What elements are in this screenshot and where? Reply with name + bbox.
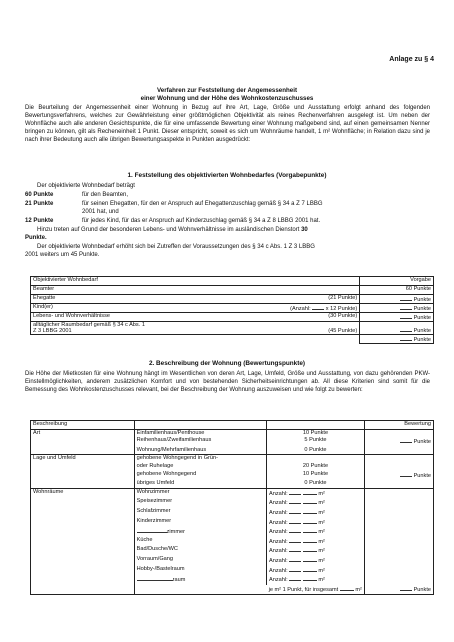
room-area[interactable]: Anzahl: m² [267, 508, 365, 518]
value-kinder[interactable]: Punkte [360, 304, 434, 313]
value-beamter: 60 Punkte [360, 286, 434, 295]
table-row [31, 322, 434, 335]
table-row: Lage und Umfeld gehobene Wohngegend in Grün- [31, 455, 434, 463]
section2-paragraph: Die Höhe der Mietkosten für eine Wohnung hängt im Wesentlichen von deren Art, Lage, Umfeld, Größe und Ausstattung, von dazu gehörenden PKW-Einstellmöglichkeiten, anderem zusätzlichen Komfort und von bestehenden Sicherheitseinrichtungen ab. All diese Kriterien sind somit für die Bemessung des Wohnkostenzuschusses relevant, bei der Beschreibung der Wohnung auszuweisen und wie folgt zu bewerten: [25, 371, 430, 393]
table-row [31, 421, 434, 430]
table-row [31, 313, 434, 322]
room-area[interactable]: Anzahl: m² [267, 546, 365, 556]
text-kind: für jedes Kind, für das er Anspruch auf Kinderzuschlag gemäß § 34 a Z 8 LBBG 2001 hat. [82, 218, 321, 224]
table-row [31, 295, 434, 304]
room-area[interactable]: Anzahl: m² [267, 566, 365, 576]
lage-value[interactable]: Punkte [364, 471, 433, 481]
row-kinder: Kind(er) (Anzahl: x 12 Punkte) [31, 304, 360, 313]
points-beamter: 60 Punkte [25, 192, 54, 198]
points-kind: 12 Punkte [25, 218, 54, 224]
table-objective-need [30, 276, 434, 344]
table-row: Hobby-/Bastelraum Anzahl: m² [31, 566, 434, 576]
value-raumbedarf[interactable]: Punkte [360, 322, 434, 335]
increase-line-1: Der objektivierte Wohnbedarf erhöht sich bei Zutreffen der Voraussetzungen des § 34 c Abs. 1 Z 3 LBBG [37, 244, 315, 250]
title-line-1: Verfahren zur Feststellung der Angemessenheit [156, 87, 298, 94]
wohnraeume-label: Wohnräume [31, 488, 135, 498]
value-ehegatte[interactable]: Punkte [360, 295, 434, 304]
section1-heading: 1. Feststellung des objektivierten Wohnbedarfes (Vorgabepunkte) [127, 172, 327, 179]
art-label: Art [31, 429, 135, 437]
title-line-2: einer Wohnung und der Höhe des Wohnkostenzuschusses [140, 95, 314, 102]
table1-header-label: Objektivierter Wohnbedarf [31, 277, 360, 286]
row-lebensverhaeltnisse: Lebens- und Wohnverhältnisse (30 Punkte) [31, 313, 360, 322]
table-row [31, 527, 434, 537]
extra-points-unit: Punkte. [25, 235, 47, 241]
table-row: Bad/Dusche/WC Anzahl: m² [31, 546, 434, 556]
extra-points: 30 [301, 227, 308, 233]
table-row: oder Ruhelage 20 Punkte [31, 463, 434, 471]
lage-label: Lage und Umfeld [31, 455, 135, 463]
table-row: Kinderzimmer Anzahl: m² [31, 518, 434, 528]
room-area[interactable]: Anzahl: m² [267, 488, 365, 498]
table-row: Wohnung/Mehrfamilienhaus 0 Punkte [31, 447, 434, 455]
room-area[interactable]: Anzahl: m² [267, 556, 365, 566]
table1-total[interactable]: Punkte [360, 335, 434, 344]
table2-header-value: Bewertung [364, 421, 433, 430]
table-row: Schlafzimmer Anzahl: m² [31, 508, 434, 518]
row-beamter: Beamter [31, 286, 360, 295]
table-row: übriges Umfeld 0 Punkte [31, 480, 434, 488]
row-raumbedarf: alltäglicher Raumbedarf gemäß § 34 c Abs. 1 Z 3 LBBG 2001 (45 Punkte) [31, 322, 360, 335]
art-value[interactable]: Punkte [364, 437, 433, 447]
table-row: Reihenhaus/Zweifamilienhaus 5 Punkte Punkte [31, 437, 434, 447]
table-row [31, 585, 434, 595]
text-ehegatte: für seinen Ehegatten, für den er Anspruch auf Ehegattenzuschlag gemäß § 34 a Z 7 LBBG [82, 201, 323, 207]
room-area[interactable]: Anzahl: m² [267, 537, 365, 547]
table-row: Vorraum/Gang Anzahl: m² [31, 556, 434, 566]
table-row: Speisezimmer Anzahl: m² [31, 498, 434, 508]
annex-label: Anlage zu § 4 [389, 56, 434, 63]
wohnraeume-value[interactable]: Punkte [364, 585, 433, 595]
table1-header-value: Vorgabe [360, 277, 434, 286]
table-row [31, 335, 434, 344]
text-beamter: für den Beamten, [82, 192, 129, 198]
table-description [30, 420, 434, 595]
increase-line-2: 2001 weiters um 45 Punkte. [25, 252, 100, 258]
intro-paragraph: Die Beurteilung der Angemessenheit einer Wohnung in Bezug auf ihre Art, Lage, Größe und Ausstattung erfolgt anhand des folgenden Bewertungsverfahrens, welches zur Gewährleistung einer größtmöglichen Objektivität als reines Rechenverfahren ausgelegt ist. Um neben der Wohnfläche auch alle anderen Gesichtspunkte, die für eine umfassende Bewertung einer Wohnung maßgebend sind, auf einen gemeinsamen Nenner bringen zu können, gilt als Recheneinheit 1 Punkt. Dieser entspricht, soweit es sich um Wohnräume handelt, 1 m² Wohnfläche; in Relation dazu sind je nach ihrer Bedeutung auch alle übrigen Bewertungsaspekte in Punkten ausgedrückt: [25, 105, 430, 143]
table2-header-label: Beschreibung [31, 421, 135, 430]
table-row [31, 304, 434, 313]
section2-heading: 2. Beschreibung der Wohnung (Bewertungspunkte) [148, 360, 306, 367]
section1-lead: Der objektivierte Wohnbedarf beträgt [37, 183, 135, 189]
room-area[interactable]: Anzahl: m² [267, 518, 365, 528]
wohnraeume-total-line: je m² 1 Punkt, für insgesamt m² [134, 585, 364, 595]
points-ehegatte: 21 Punkte [25, 201, 54, 207]
table-row: gehobene Wohngegend 10 Punkte Punkte [31, 471, 434, 481]
table-row: Wohnräume Wohnzimmer Anzahl: m² [31, 488, 434, 498]
table-row [31, 277, 434, 286]
text-ehegatte-2: 2001 hat, und [82, 209, 119, 215]
table-row [31, 575, 434, 585]
room-area[interactable]: Anzahl: m² [267, 575, 365, 585]
table-row: Küche Anzahl: m² [31, 537, 434, 547]
table-row [31, 286, 434, 295]
table-row: Art Einfamilienhaus/Penthouse 10 Punkte [31, 429, 434, 437]
custom-room-name-2[interactable]: raum [134, 575, 266, 585]
value-lebensverhaeltnisse[interactable]: Punkte [360, 313, 434, 322]
room-area[interactable]: Anzahl: m² [267, 498, 365, 508]
extra-conditions: Hinzu treten auf Grund der besonderen Lebens- und Wohnverhältnisse im ausländischen Dienstort 30 [37, 227, 308, 233]
row-ehegatte: Ehegatte (21 Punkte) [31, 295, 360, 304]
room-area[interactable]: Anzahl: m² [267, 527, 365, 537]
custom-room-name[interactable]: zimmer [134, 527, 266, 537]
